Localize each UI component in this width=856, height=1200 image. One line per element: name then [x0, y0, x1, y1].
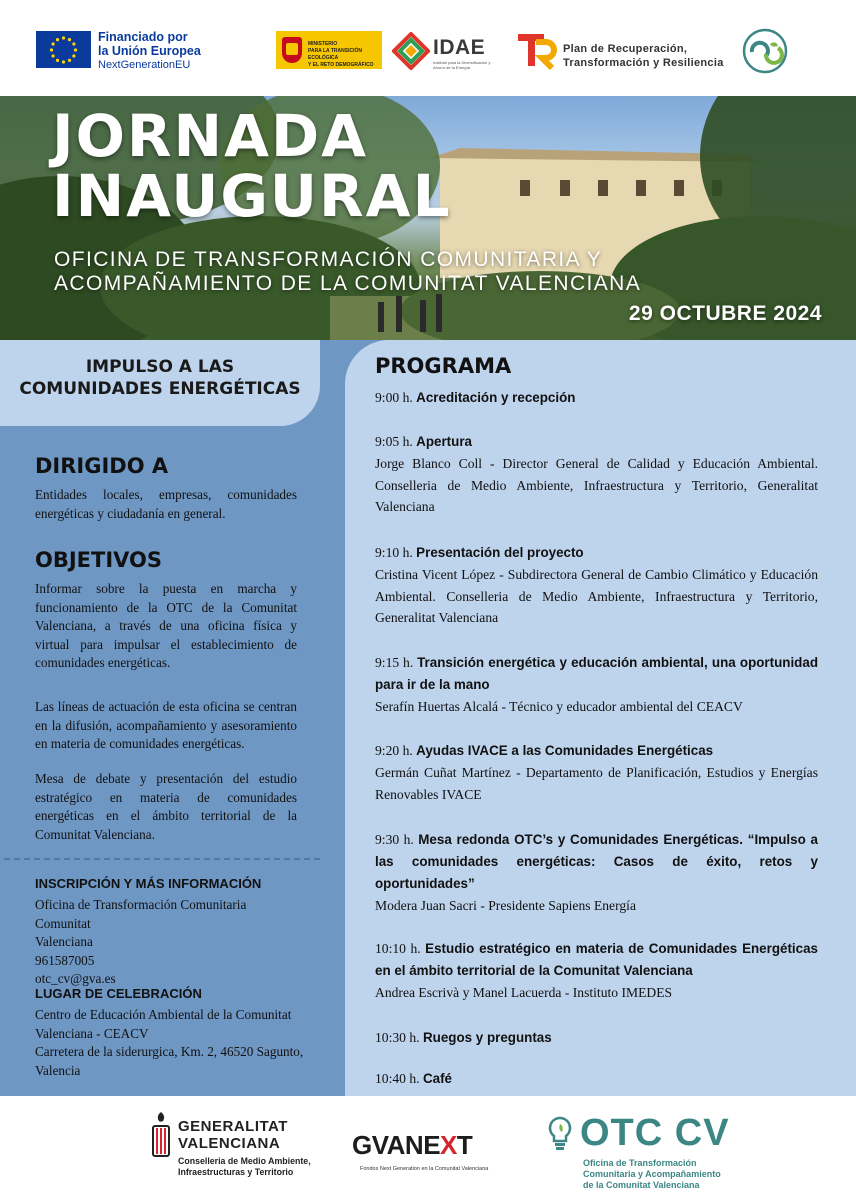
inscripcion-line-1: Oficina de Transformación Comunitaria Comunitat — [35, 897, 247, 931]
eu-line-1: Financiado por — [98, 30, 188, 44]
programa-item-title: Café — [422, 1071, 452, 1086]
hero-banner — [0, 96, 856, 340]
programa-item — [375, 1068, 818, 1090]
programa-item-time: 9:05 h. — [375, 434, 413, 449]
topic-title-line-2: COMUNIDADES ENERGÉTICAS — [19, 379, 301, 399]
topic-title — [10, 356, 310, 400]
event-subtitle-line-2: ACOMPAÑAMIENTO DE LA COMUNITAT VALENCIANA — [54, 272, 642, 295]
programa-item — [375, 387, 818, 409]
programa-item-title: Ayudas IVACE a las Comunidades Energéticas — [416, 743, 714, 758]
eu-funding-label — [98, 30, 238, 72]
programa-item-title: Apertura — [416, 434, 472, 449]
main-content — [0, 340, 856, 1096]
gvanext-part-x: X — [440, 1130, 457, 1160]
inscripcion-phone[interactable]: 961587005 — [35, 952, 95, 968]
programa-item-time: 10:10 h. — [375, 941, 421, 956]
generalitat-line-1: GENERALITAT — [178, 1118, 288, 1135]
lightbulb-icon — [548, 1116, 572, 1152]
objetivos-paragraph-2: Las líneas de actuación de esta oficina se centran en la difusión, acompañamiento y asesoramiento en materia de comunidades energéticas. — [35, 699, 297, 751]
programa-item-title: Transición energética y educación ambiental, una oportunidad para ir de la mano — [375, 655, 818, 692]
topic-title-line-1: IMPULSO A LAS — [85, 357, 235, 377]
programa-item — [375, 740, 818, 805]
event-title-line-2: INAUGURAL — [52, 162, 452, 230]
gvanext-part-t: T — [456, 1130, 473, 1160]
event-date: 29 OCTUBRE 2024 — [628, 302, 822, 325]
event-title — [52, 102, 452, 230]
objetivos-paragraph-1: Informar sobre la puesta en marcha y funcionamiento de la OTC de la Comunitat Valenciana, a través de una oficina física y virtual para impulsar el establecimiento de comunidades energéticas. — [35, 581, 297, 670]
inscripcion-heading: INSCRIPCIÓN Y MÁS INFORMACIÓN — [35, 876, 262, 891]
otc-cv-subtitle — [583, 1158, 721, 1191]
programa-item-time: 10:30 h. — [375, 1030, 420, 1045]
programa-item-time: 9:00 h. — [375, 390, 413, 405]
programa-item-time: 9:20 h. — [375, 743, 413, 758]
dirigido-heading: DIRIGIDO A — [35, 454, 169, 478]
generalitat-name — [178, 1118, 288, 1152]
inscripcion-email[interactable]: otc_cv@gva.es — [35, 971, 116, 986]
eu-flag-icon — [36, 31, 91, 68]
programa-item — [375, 542, 818, 629]
lugar-line-1: Centro de Educación Ambiental de la Comunitat — [35, 1007, 292, 1022]
generalitat-crest-icon — [150, 1110, 172, 1164]
logo-bar — [0, 0, 856, 96]
left-column — [0, 340, 320, 1096]
idae-logo-icon — [392, 32, 430, 70]
topic-box — [0, 340, 320, 426]
otc-cv-name: OTC CV — [580, 1112, 730, 1154]
footer-logos — [0, 1096, 856, 1200]
event-subtitle — [54, 248, 754, 296]
lugar-heading: LUGAR DE CELEBRACIÓN — [35, 986, 202, 1001]
programa-item-time: 9:15 h. — [375, 655, 414, 670]
objetivos-paragraph-3: Mesa de debate y presentación del estudio estratégico en materia de comunidades energéticas en el ámbito territorial de la Comunitat Valenciana. — [35, 771, 297, 842]
gvanext-part-a: GVANE — [352, 1130, 441, 1160]
programa-item — [375, 829, 818, 917]
programa-item-detail: Cristina Vicent López - Subdirectora General de Cambio Climático y Educación Ambiental. Conselleria de Medio Ambiente, Infraestructura y Territorio, Generalitat Valenciana — [375, 567, 818, 625]
dirigido-text: Entidades locales, empresas, comunidades energéticas y ciudadanía en general. — [35, 487, 297, 521]
event-subtitle-line-1: OFICINA DE TRANSFORMACIÓN COMUNITARIA Y — [54, 248, 603, 271]
dashed-divider — [4, 858, 320, 860]
programa-item-detail: Germán Cuñat Martínez - Departamento de Planificación, Estudios y Energías Renovables IVACE — [375, 765, 818, 802]
prtr-label — [563, 42, 724, 70]
programa-item-detail: Jorge Blanco Coll - Director General de Calidad y Educación Ambiental. Conselleria de Medio Ambiente, Infraestructura y Territorio, Generalitat Valenciana — [375, 456, 818, 514]
programa-item-detail: Modera Juan Sacri - Presidente Sapiens Energía — [375, 898, 636, 913]
programa-item — [375, 652, 818, 718]
otc-sub-line-1: Oficina de Transformación — [583, 1158, 697, 1168]
otc-sub-line-2: Comunitaria y Acompañamiento — [583, 1169, 721, 1179]
programa-item-title: Estudio estratégico en materia de Comunidades Energéticas en el ámbito territorial de la Comunitat Valenciana — [375, 941, 818, 978]
ministry-line-1: MINISTERIO — [308, 41, 338, 47]
programa-item-title: Ruegos y preguntas — [422, 1030, 552, 1045]
programa-heading: PROGRAMA — [375, 354, 512, 378]
lugar-line-3: Carretera de la siderurgica, Km. 2, 46520 Sagunto, — [35, 1044, 304, 1059]
programa-item-detail: Serafín Huertas Alcalá - Técnico y educador ambiental del CEACV — [375, 699, 743, 714]
programa-item-title: Presentación del proyecto — [416, 545, 584, 560]
ministry-text — [308, 41, 380, 69]
conselleria-line-1: Conselleria de Medio Ambiente, — [178, 1156, 311, 1166]
gvanext-logo — [352, 1130, 472, 1161]
eu-line-2: la Unión Europea — [98, 44, 201, 58]
lugar-details — [35, 1006, 305, 1080]
generalitat-line-2: VALENCIANA — [178, 1135, 281, 1152]
objetivos-heading: OBJETIVOS — [35, 548, 163, 572]
ministry-line-3: Y EL RETO DEMOGRÁFICO — [308, 62, 374, 68]
idae-subtitle: Instituto para la Diversificación y Ahorro de la Energía — [433, 60, 491, 70]
programa-item — [375, 1027, 818, 1049]
programa-item-time: 9:10 h. — [375, 545, 413, 560]
prtr-line-1: Plan de Recuperación, — [563, 43, 688, 55]
eco-logo-icon — [742, 28, 788, 74]
programa-item-time: 10:40 h. — [375, 1071, 420, 1086]
programa-item — [375, 938, 818, 1004]
programa-item-title: Acreditación y recepción — [416, 390, 576, 405]
ministry-logo — [276, 31, 382, 69]
idae-name: IDAE — [433, 36, 486, 59]
prtr-logo-icon — [514, 28, 558, 70]
programa-item-detail: Andrea Escrivà y Manel Lacuerda - Instituto IMEDES — [375, 985, 673, 1000]
inscripcion-details — [35, 896, 305, 989]
ministry-line-2: PARA LA TRANSICIÓN ECOLÓGICA — [308, 48, 362, 61]
event-title-line-1: JORNADA — [52, 102, 369, 170]
prtr-line-2: Transformación y Resiliencia — [563, 57, 724, 69]
lugar-line-2: Valenciana - CEACV — [35, 1025, 149, 1041]
programa-item — [375, 431, 818, 518]
conselleria-name — [178, 1156, 311, 1178]
programa-item-title: Mesa redonda OTC’s y Comunidades Energéticas. “Impulso a las comunidades energéticas: Casos de éxito, retos y oportunidades” — [375, 832, 818, 891]
otc-sub-line-3: de la Comunitat Valenciana — [583, 1180, 700, 1190]
gvanext-subtitle: Fondos Next Generation en la Comunitat Valenciana — [360, 1166, 489, 1172]
inscripcion-line-2: Valenciana — [35, 934, 93, 949]
programa-panel — [345, 340, 856, 1096]
eu-line-3: NextGenerationEU — [98, 59, 191, 71]
lugar-line-4: Valencia — [35, 1062, 81, 1078]
conselleria-line-2: Infraestructuras y Territorio — [178, 1167, 294, 1177]
spain-shield-icon — [282, 37, 302, 63]
programa-item-time: 9:30 h. — [375, 832, 414, 847]
